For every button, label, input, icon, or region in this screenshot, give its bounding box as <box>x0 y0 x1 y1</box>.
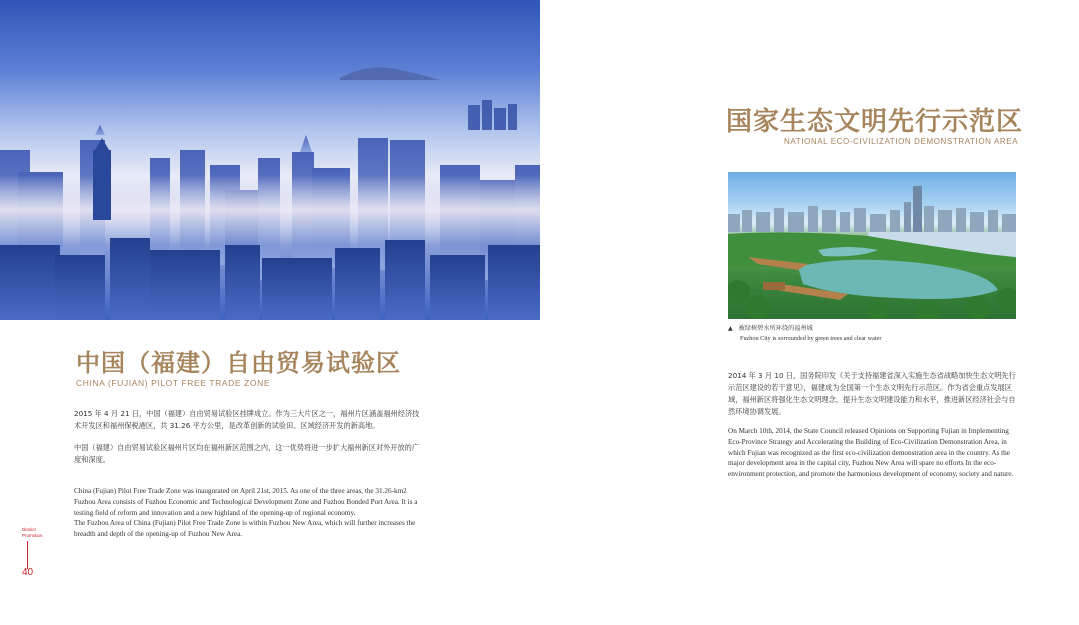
en-paragraph-2: The Fuzhou Area of China (Fujian) Pilot Free Trade Zone is within Fuzhou New Area, which will further increases the breadth and depth of the opening-up of Fuzhou New Area. <box>74 519 416 539</box>
right-page <box>540 0 1079 625</box>
cn-paragraph-1: 2015 年 4 月 21 日，中国（福建）自由贸易试验区挂牌成立。作为三大片区之一，福州片区涵盖福州经济技术开发区和福州保税港区，共 31.26 平方公里，是改革创新的试验田、区域经济开发的新高地。 <box>74 409 420 430</box>
section-tag-line-2: Promotion <box>22 532 43 538</box>
page-number: 40 <box>22 567 34 578</box>
en-paragraph: On March 10th, 2014, the State Council released Opinions on Supporting Fujian in Implementing Eco-Province Strategy and Accelerating the Building of Eco-Civilization Demonstration Area, in which Fujian was recognized as the first eco-civilization demonstration area in the country. As the major development area in the capital city, Fuzhou New Area will spare no efforts In the eco-environment protection, and promote the harmonious development of economy, society and nature. <box>728 427 1014 479</box>
park-landscape-illustration <box>728 172 1016 319</box>
section-title-en: CHINA (FUJIAN) PILOT FREE TRADE ZONE <box>76 378 271 388</box>
cn-paragraph: 2014 年 3 月 10 日，国务院印发《关于支持福建省深入实施生态省战略加快生态文明先行示范区建设的若干意见》，福建成为全国第一个生态文明先行示范区。作为省会重点发展区域，福州新区将强化生态文明理念，提升生态文明建设能力和水平，推进新区经济社会与自然环境协调发展。 <box>728 371 1016 416</box>
en-body <box>728 426 1018 480</box>
city-skyline-illustration <box>0 0 540 320</box>
cn-paragraph-2: 中国（福建）自由贸易试验区福州片区均在福州新区范围之内，这一优势将进一步扩大福州新区对外开放的广度和深度。 <box>74 443 420 464</box>
cn-body <box>74 408 420 466</box>
en-body <box>74 486 420 540</box>
section-tag-line-1: District <box>22 527 36 532</box>
caption-marker: ▲ <box>728 325 733 332</box>
caption-en: Fuzhou City is sorrounded by green trees and clear water <box>740 334 882 342</box>
photo-caption <box>728 324 1028 343</box>
caption-cn: 被绿树碧水所环绕的福州城 <box>738 325 813 332</box>
section-title-en: NATIONAL ECO-CIVILIZATION DEMONSTRATION AREA <box>784 137 1019 146</box>
section-title-cn: 中国（福建）自由贸易试验区 <box>76 349 401 377</box>
en-paragraph-1: China (Fujian) Pilot Free Trade Zone was inaugurated on April 21st, 2015. As one of the three areas, the 31.26-km2 Fuzhou Area consists of Fuzhou Economic and Technological Development Zone and Fuzhou Bonded Port Area. It is a testing field of reform and innovation and a new highland of the opening-up of regional economy. <box>74 487 418 517</box>
fuzhou-park-photo <box>728 172 1016 319</box>
section-title-cn: 国家生态文明先行示范区 <box>726 107 1024 137</box>
section-tag <box>22 527 43 538</box>
page-number-rule <box>27 541 28 569</box>
city-fog-photo <box>0 0 540 320</box>
cn-body <box>728 370 1018 418</box>
